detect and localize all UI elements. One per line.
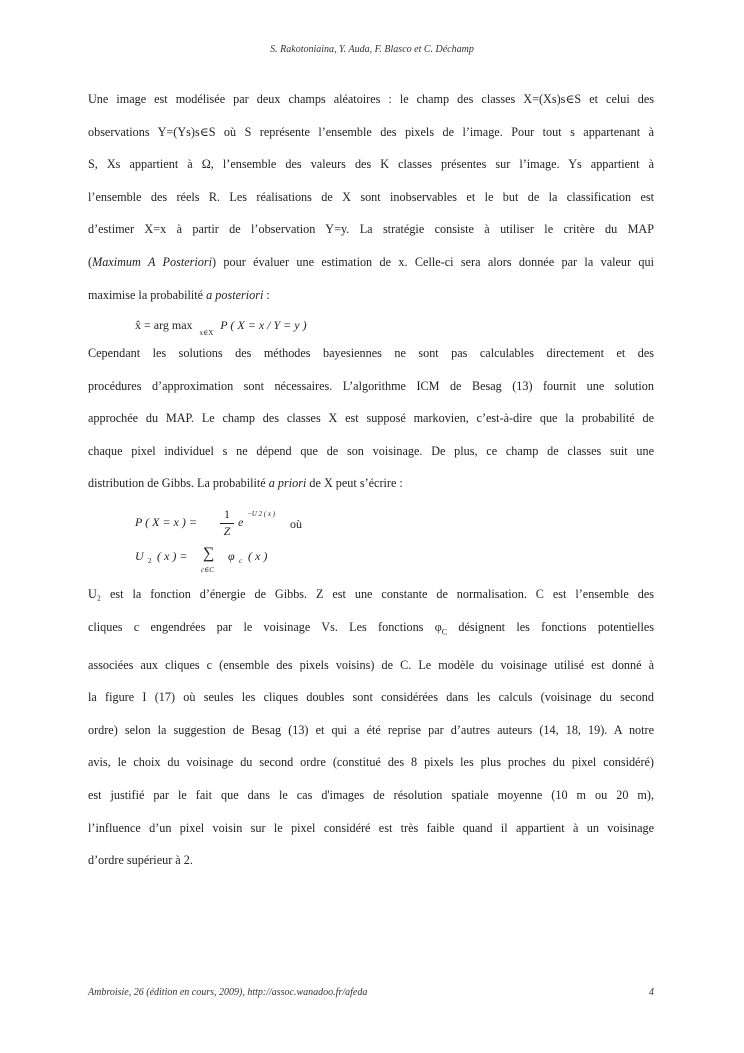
page-footer	[88, 987, 654, 998]
paragraph-1	[88, 83, 654, 311]
text-line: chaque pixel individuel s ne dépend que de son voisinage. De plus, ce champ de classes suit une	[88, 443, 654, 458]
text-line: la figure I (17) où seules les cliques doubles sont considérées dans les calculs (voisinage du second	[88, 690, 654, 705]
equation-op: = arg max	[144, 318, 193, 332]
page-number: 4	[649, 987, 654, 998]
text-line: l’ensemble des réels R. Les réalisations de X sont inobservables et le but de la classification est	[88, 189, 654, 204]
text-line: Une image est modélisée par deux champs aléatoires : le champ des classes X=(Xs)s∈S et celui des	[88, 92, 654, 106]
equation-rhs: ( x )	[248, 549, 268, 563]
exponent: −U 2 ( x )	[247, 510, 276, 518]
equation-rhs: P ( X = x / Y = y )	[220, 318, 307, 332]
text-line: (Maximum A Posteriori) pour évaluer une estimation de x. Celle-ci sera alors donnée par la valeur qui	[88, 254, 655, 269]
text-line: d’estimer X=x à partir de l’observation Y=y. La stratégie consiste à utiliser le critère du MAP	[88, 222, 654, 237]
text-line: avis, le choix du voisinage du second ordre (constitué des 8 pixels les plus proches du pixel considéré)	[88, 755, 654, 770]
sum-sub: c∈C	[201, 566, 214, 574]
text-line: approchée du MAP. Le champ des classes X est supposé markovien, c’est-à-dire que la probabilité de	[88, 411, 654, 426]
footer-citation: Ambroisie, 26 (édition en cours, 2009), http://assoc.wanadoo.fr/afeda	[88, 987, 368, 998]
equation-sub: x∈X	[199, 329, 214, 337]
paragraph-3	[88, 578, 654, 877]
text-line: U₂ est la fonction d’énergie de Gibbs. Z est une constante de normalisation. C est l’ensemble des	[88, 587, 654, 601]
text-line: procédures d’approximation sont nécessaires. L’algorithme ICM de Besag (13) fournit une solution	[88, 378, 654, 393]
phi-sub: c	[239, 557, 243, 565]
text-line: est justifié par le fait que dans le cas d'images de résolution spatiale moyenne (10 m ou 20 m),	[88, 788, 654, 802]
running-header: S. Rakotoniaina, Y. Auda, F. Blasco et C. Déchamp	[270, 44, 474, 55]
equation-lhs-rest: ( x ) =	[157, 549, 188, 563]
where-text: où	[290, 517, 302, 531]
u-sub: 2	[148, 557, 152, 565]
fraction-den: Z	[223, 524, 231, 538]
text-line: associées aux cliques c (ensemble des pixels voisins) de C. Le modèle du voisinage utilisé est donné à	[88, 657, 654, 672]
equation-lhs: x̂	[135, 318, 141, 332]
text-line: l’influence d’un pixel voisin sur le pixel considéré est très faible quand il appartient à un voisinage	[88, 820, 654, 835]
text-line: S, Xs appartient à Ω, l’ensemble des valeurs des K classes présentes sur l’image. Ys appartient à	[88, 157, 654, 172]
phi-symbol: φ	[228, 549, 235, 563]
text-line: observations Y=(Ys)s∈S où S représente l’ensemble des pixels de l’image. Pour tout s appartenant à	[88, 124, 654, 139]
equation-map	[135, 318, 307, 337]
text-line: maximise la probabilité a posteriori :	[88, 287, 270, 302]
text-line: distribution de Gibbs. La probabilité a priori de X peut s’écrire :	[88, 476, 403, 491]
text-line: ordre) selon la suggestion de Besag (13) et qui a été reprise par d’autres auteurs (14, 18, 19). A notre	[88, 722, 654, 737]
equation-lhs: P ( X = x ) =	[135, 515, 197, 529]
fraction-num: 1	[224, 507, 230, 521]
u-symbol: U	[135, 549, 144, 563]
paragraph-2	[88, 337, 654, 500]
exp-base: e	[238, 515, 244, 529]
text-line: Cependant les solutions des méthodes bayesiennes ne sont pas calculables directement et des	[88, 346, 654, 360]
text-line: cliques c engendrées par le voisinage Vs. Les fonctions $\varphi_C$ désignent les fonctions potentielles	[88, 619, 655, 637]
text-line: d’ordre supérieur à 2.	[88, 853, 193, 868]
sum-symbol: ∑	[203, 545, 215, 562]
